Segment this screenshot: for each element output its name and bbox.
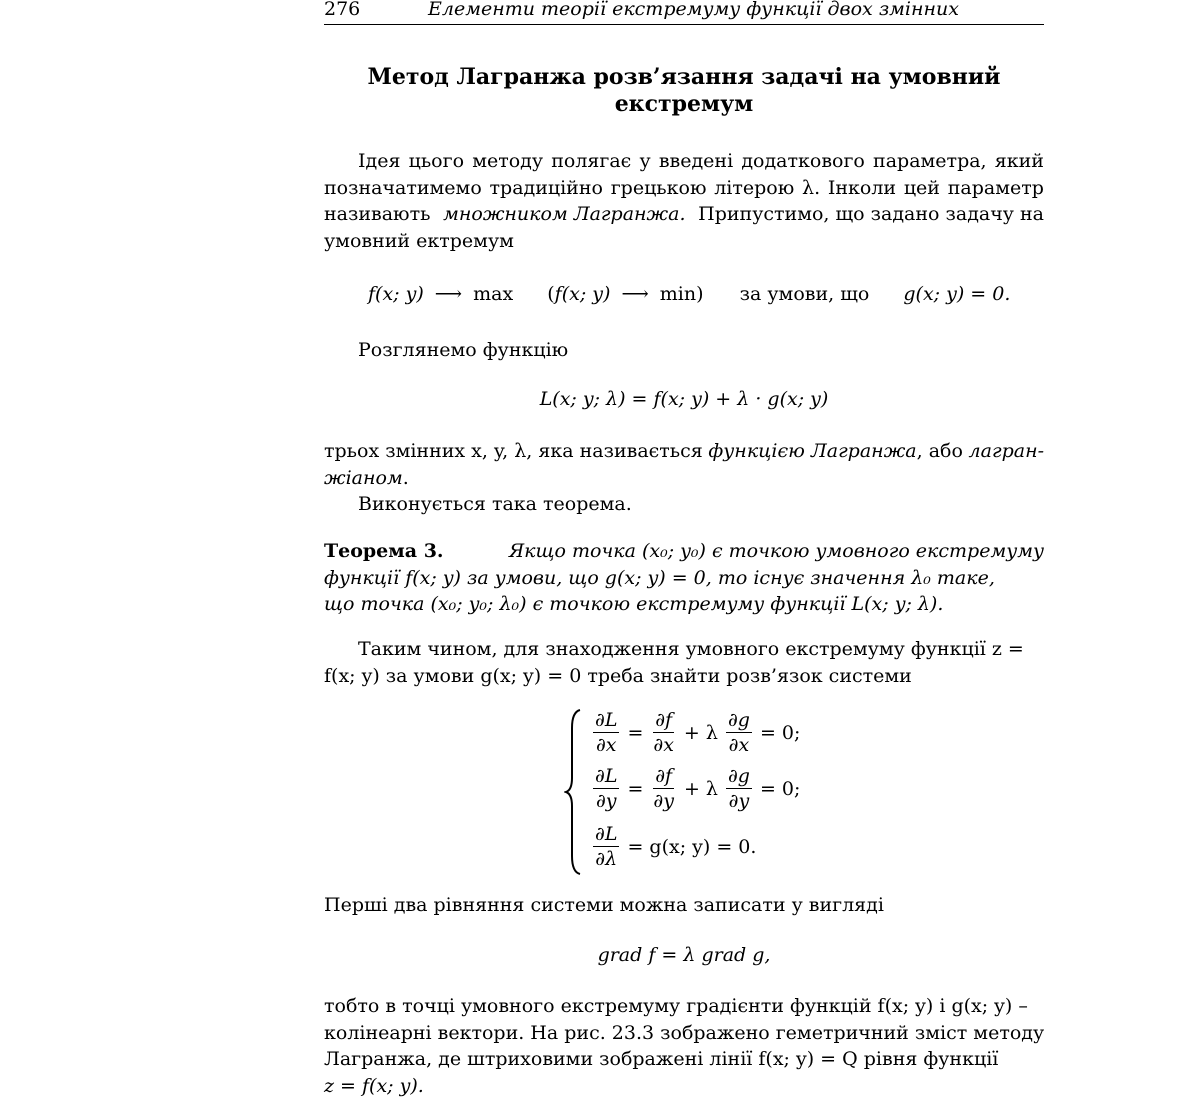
- collinear-line-2: колінеарні вектори. На рис. 23.3 зображено геметричний зміст методу: [324, 1021, 1045, 1044]
- denominator: ∂y: [653, 790, 674, 812]
- word: позначатимемо: [324, 176, 482, 199]
- word: полягає: [551, 150, 632, 172]
- theorem-intro-line: Виконується така теорема.: [358, 493, 632, 515]
- equals: =: [627, 777, 644, 800]
- math-f: f(x; y): [554, 283, 611, 305]
- document-page: [324, 0, 1044, 1102]
- running-title: Елементи теорії екстремуму функції двох змінних: [428, 0, 959, 20]
- equation-gradient: grad f = λ grad g,: [597, 944, 771, 966]
- paragraph-lagrangian-def: [324, 438, 1044, 518]
- paragraph-collinear: [324, 993, 1044, 1099]
- page-number: 276: [324, 0, 361, 20]
- collinear-line-4: z = f(x; y).: [324, 1074, 424, 1097]
- emphasis-term: лагран-: [968, 440, 1044, 462]
- word: Інколи: [827, 176, 897, 199]
- paren: ): [696, 283, 704, 305]
- math-f: f(x; y): [368, 283, 424, 305]
- plus-lambda: + λ: [683, 777, 718, 800]
- word: цей: [903, 176, 940, 199]
- word: λ.: [802, 176, 821, 199]
- numerator: ∂f: [655, 765, 673, 787]
- lagrangian-def-line-1: [324, 438, 1044, 465]
- theorem-label: Теорема 3.: [324, 540, 444, 562]
- denominator: ∂x: [653, 734, 674, 756]
- paragraph-intro: [324, 148, 1044, 254]
- emphasis-term: функцією Лагранжа: [708, 440, 917, 462]
- emphasis-term: жіаном: [324, 466, 403, 489]
- numerator: ∂f: [655, 709, 673, 731]
- intro-line-3: [324, 201, 1044, 228]
- equation-tail: = 0;: [759, 777, 801, 800]
- theorem-text: Якщо точка (x₀; y₀) є точкою умовного екстремуму: [508, 540, 1044, 562]
- denominator: ∂y: [595, 790, 617, 812]
- denominator: ∂x: [595, 734, 617, 756]
- section-title-line-1: Метод Лагранжа розв’язання задачі на умовний: [367, 64, 1001, 90]
- equation-tail: = 0;: [759, 721, 801, 744]
- fraction: [593, 708, 619, 757]
- equation-lagrangian: L(x; y; λ) = f(x; y) + λ · g(x; y): [539, 388, 829, 410]
- fraction: [726, 708, 752, 757]
- math-max: max: [473, 283, 514, 305]
- paragraph-system-intro: [324, 636, 1044, 689]
- text-group: [708, 438, 963, 465]
- system-intro-line-2: f(x; y) за умови g(x; y) = 0 треба знайти розв’язок системи: [324, 664, 912, 687]
- theorem-line-1: [324, 538, 1044, 565]
- denominator: ∂λ: [595, 848, 618, 870]
- text: Припустимо, що задано задачу на: [698, 203, 1044, 225]
- paragraph-gradient-intro: [324, 892, 1044, 919]
- arrow-symbol: ⟶: [621, 283, 649, 305]
- numerator: ∂g: [727, 765, 750, 787]
- word: літерою: [714, 176, 795, 199]
- theorem-line-3: що точка (x₀; y₀; λ₀) є точкою екстремуму функції L(x; y; λ).: [324, 593, 944, 615]
- denominator: ∂y: [728, 790, 750, 812]
- intro-line-4: умовний ектремум: [324, 229, 514, 252]
- intro-line-2: [324, 175, 1044, 202]
- plus-lambda: + λ: [683, 721, 718, 744]
- numerator: ∂L: [595, 765, 618, 787]
- equation-system: [564, 708, 804, 876]
- fraction: [651, 708, 676, 757]
- word: параметр: [947, 176, 1044, 199]
- theorem-block: [324, 538, 1044, 618]
- fraction: [651, 764, 676, 813]
- word: який: [994, 150, 1044, 172]
- equals: =: [627, 721, 644, 744]
- intro-line-1: [324, 148, 1044, 175]
- text: трьох змінних x, y, λ, яка називається: [324, 440, 703, 462]
- arrow-symbol: ⟶: [434, 283, 463, 305]
- text: .: [402, 466, 409, 489]
- math-min: min: [659, 283, 697, 305]
- math-constraint: g(x; y) = 0.: [903, 283, 1011, 305]
- collinear-line-3: Лагранжа, де штриховими зображені лінії f(x; y) = Q рівня функції: [324, 1048, 999, 1070]
- running-header: [324, 0, 1044, 25]
- numerator: ∂L: [595, 709, 618, 731]
- emphasis-term: множником Лагранжа.: [443, 203, 686, 225]
- gradient-intro-line: Перші два рівняння системи можна записати у вигляді: [324, 894, 884, 916]
- word: додаткового: [741, 150, 865, 172]
- consider-line: Розглянемо функцію: [358, 339, 569, 361]
- word: Ідея: [358, 150, 401, 172]
- numerator: ∂L: [595, 823, 618, 845]
- denominator: ∂x: [728, 734, 750, 756]
- word: введені: [658, 150, 734, 172]
- system-intro-line-1: Таким чином, для знаходження умовного екстремуму функції z =: [358, 638, 1024, 660]
- word: параметра,: [873, 150, 987, 172]
- system-row-3: [590, 822, 761, 871]
- text: , або: [916, 440, 963, 462]
- section-title: [324, 64, 1044, 118]
- word: традиційно: [489, 176, 603, 199]
- theorem-line-2: функції f(x; y) за умови, що g(x; y) = 0, то існує значення λ₀ таке,: [324, 566, 995, 589]
- system-row-2: [590, 764, 805, 813]
- lagrangian-def-line-2: [324, 465, 1044, 492]
- word: цього: [408, 150, 465, 172]
- fraction: [593, 822, 619, 871]
- fraction: [726, 764, 752, 813]
- word: у: [639, 150, 651, 172]
- numerator: ∂g: [727, 709, 750, 731]
- equation-optimization: [368, 283, 1010, 305]
- text: називають: [324, 203, 431, 225]
- condition-text: за умови, що: [739, 283, 870, 305]
- section-title-line-2: екстремум: [614, 91, 754, 117]
- paragraph-consider: [324, 337, 1044, 364]
- word: методу: [472, 150, 544, 172]
- word: грецькою: [610, 176, 707, 199]
- fraction: [593, 764, 619, 813]
- left-brace-icon: [564, 708, 584, 876]
- equation-tail: = g(x; y) = 0.: [627, 835, 757, 858]
- system-row-1: [590, 708, 805, 757]
- collinear-line-1: тобто в точці умовного екстремуму градієнти функцій f(x; y) і g(x; y) –: [324, 995, 1028, 1017]
- paren: (: [547, 283, 555, 305]
